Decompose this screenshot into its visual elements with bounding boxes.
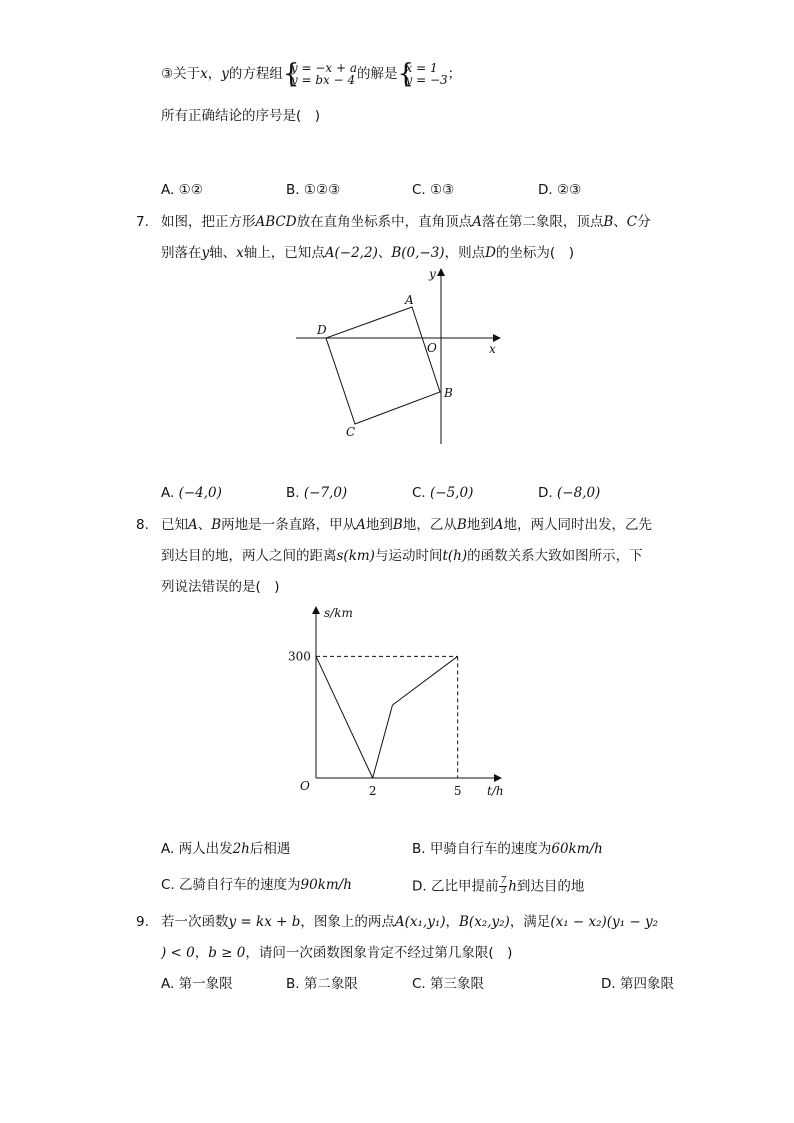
q7-number: 7. xyxy=(136,214,149,230)
q7-line-2: 别落在y轴、x轴上，已知点A(−2,2)、B(0,−3)，则点D的坐标为( ) xyxy=(161,245,574,261)
label-d: D xyxy=(317,323,327,337)
q7-option-c[interactable]: C. (−5,0) xyxy=(412,485,474,501)
equation-system: { y = −x + a y = bx − 4 xyxy=(282,59,357,89)
q7-option-b[interactable]: B. (−7,0) xyxy=(286,485,348,501)
q8-option-b[interactable]: B. 甲骑自行车的速度为60km/h xyxy=(412,841,603,857)
label-origin: O xyxy=(427,341,437,355)
graph-y-tick-300: 300 xyxy=(288,649,311,664)
q9-number: 9. xyxy=(136,914,149,930)
label-x: x xyxy=(489,342,496,356)
q6-option-a[interactable]: A. ①② xyxy=(161,182,203,198)
label-c: C xyxy=(346,425,356,439)
q9-option-a[interactable]: A. 第一象限 xyxy=(161,976,233,992)
x-axis-arrow xyxy=(493,334,501,342)
q7-option-d[interactable]: D. (−8,0) xyxy=(538,485,601,501)
graph-x-arrow xyxy=(494,774,502,782)
q9-option-c[interactable]: C. 第三象限 xyxy=(412,976,485,992)
q8-option-c[interactable]: C. 乙骑自行车的速度为90km/h xyxy=(161,877,352,893)
label-b: B xyxy=(444,386,453,400)
y-axis-arrow xyxy=(437,268,445,276)
q7-option-a[interactable]: A. (−4,0) xyxy=(161,485,222,501)
graph-xlabel: t/h xyxy=(487,784,504,798)
q8-number: 8. xyxy=(136,517,149,533)
graph-origin: O xyxy=(300,779,310,793)
q6-option-c[interactable]: C. ①③ xyxy=(412,182,455,198)
q9-option-d[interactable]: D. 第四象限 xyxy=(601,976,674,992)
distance-segment-2 xyxy=(373,705,393,778)
fraction-7-3: $\frac{7}{3}$ xyxy=(500,876,507,896)
graph-x-tick-5: 5 xyxy=(453,784,462,798)
distance-segment-1 xyxy=(316,656,373,778)
graph-y-arrow xyxy=(312,606,320,614)
q6-option-d[interactable]: D. ②③ xyxy=(538,182,582,198)
q8-line-2: 到达目的地，两人之间的距离s(km)与运动时间t(h)的函数关系大致如图所示，下 xyxy=(161,548,643,564)
label-y: y xyxy=(429,267,436,281)
label-a: A xyxy=(405,293,414,307)
q8-line-1: 已知A、B两地是一条直路，甲从A地到B地，乙从B地到A地，两人同时出发，乙先 xyxy=(161,517,653,533)
q6-prompt: 所有正确结论的序号是( ) xyxy=(161,108,321,124)
q9-option-b[interactable]: B. 第二象限 xyxy=(286,976,358,992)
q9-line-1: 若一次函数y = kx + b，图象上的两点A(x₁,y₁)，B(x₂,y₂)，满足(x₁ − x₂)(y₁ − y₂ xyxy=(161,914,659,930)
graph-x-tick-2: 2 xyxy=(368,784,377,798)
q7-square-figure xyxy=(290,262,505,447)
q6-statement-3: ③关于x，y的方程组 { y = −x + a y = bx − 4 的解是 { x = 1 y = −3 ； xyxy=(161,59,462,89)
q7-line-1: 如图，把正方形ABCD放在直角坐标系中，直角顶点A落在第二象限，顶点B、C分 xyxy=(161,214,651,230)
distance-segment-3 xyxy=(393,656,458,705)
solution-system: { x = 1 y = −3 xyxy=(397,59,448,89)
q6-option-b[interactable]: B. ①②③ xyxy=(286,182,341,198)
q8-line-3: 列说法错误的是( ) xyxy=(161,579,280,595)
q9-line-2: ) < 0，b ≥ 0，请问一次函数图象肯定不经过第几象限( ) xyxy=(161,945,513,961)
q8-distance-time-graph xyxy=(280,600,525,805)
q8-option-a[interactable]: A. 两人出发2h后相遇 xyxy=(161,841,291,857)
square-abcd xyxy=(326,307,440,424)
graph-ylabel: s/km xyxy=(324,606,353,620)
q8-option-d[interactable]: D. 乙比甲提前 $\frac{7}{3}$ h到达目的地 xyxy=(412,876,585,896)
